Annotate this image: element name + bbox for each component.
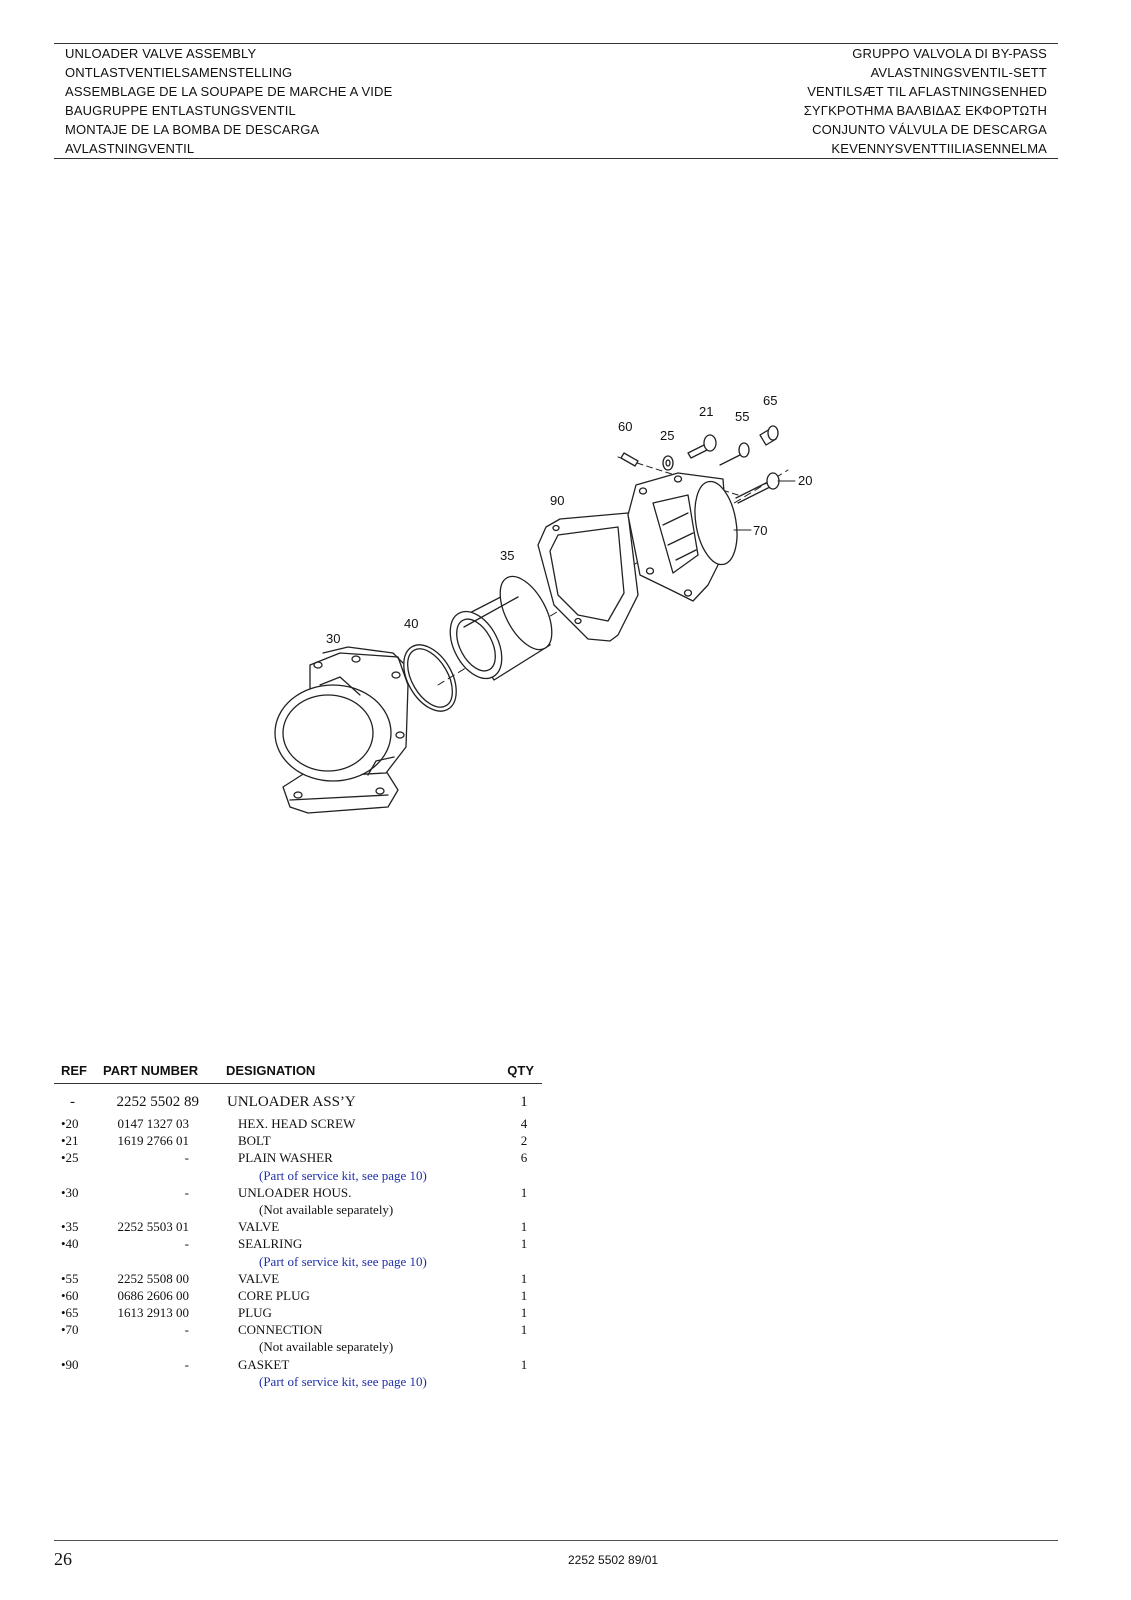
table-row xyxy=(54,1116,542,1133)
row-qty: 1 xyxy=(520,1305,528,1321)
header-title-fi: KEVENNYSVENTTIILIASENNELMA xyxy=(831,141,1047,156)
core-plug-part xyxy=(621,453,638,466)
table-row-note xyxy=(54,1202,542,1219)
row-qty: 1 xyxy=(520,1322,528,1338)
header-title-no: AVLASTNINGSVENTIL-SETT xyxy=(870,65,1047,80)
row-part-number: - xyxy=(184,1356,189,1372)
table-row xyxy=(54,1271,542,1288)
row-designation: BOLT xyxy=(238,1133,271,1149)
row-designation: VALVE xyxy=(238,1219,280,1235)
table-row-note xyxy=(54,1254,542,1271)
exploded-view-svg xyxy=(268,395,838,845)
row-designation: CONNECTION xyxy=(238,1322,323,1338)
callout-70: 70 xyxy=(753,523,768,538)
row-designation: UNLOADER HOUS. xyxy=(238,1184,352,1200)
row-qty: 1 xyxy=(520,1270,528,1286)
row-qty: 2 xyxy=(520,1133,528,1149)
table-row xyxy=(54,1288,542,1305)
callout-65: 65 xyxy=(763,395,778,408)
row-ref: •21 xyxy=(61,1133,79,1149)
table-row xyxy=(54,1236,542,1253)
row-part-number: - xyxy=(184,1322,189,1338)
row-part-number: 0686 2606 00 xyxy=(117,1287,189,1303)
column-header-designation: DESIGNATION xyxy=(226,1063,316,1078)
row-part-number: 1613 2913 00 xyxy=(117,1305,189,1321)
row-part-number: 2252 5502 89 xyxy=(116,1094,199,1110)
row-ref: •90 xyxy=(61,1356,79,1372)
header-title-es: MONTAJE DE LA BOMBA DE DESCARGA xyxy=(65,122,320,137)
row-ref: •60 xyxy=(61,1287,79,1303)
row-ref: •40 xyxy=(61,1236,79,1252)
page-header xyxy=(54,43,1058,159)
row-part-number: - xyxy=(184,1236,189,1252)
exploded-view-drawing xyxy=(268,395,838,845)
callout-30: 30 xyxy=(326,631,341,646)
valve-small-part xyxy=(720,443,749,465)
row-qty: 4 xyxy=(520,1116,528,1131)
column-header-part-number: PART NUMBER xyxy=(103,1063,199,1078)
header-title-de: BAUGRUPPE ENTLASTUNGSVENTIL xyxy=(65,103,296,118)
row-ref: •30 xyxy=(61,1184,79,1200)
row-ref: •25 xyxy=(61,1150,79,1166)
assembly-row xyxy=(54,1094,542,1116)
hex-head-screw-part xyxy=(736,473,779,503)
row-qty: 6 xyxy=(520,1150,528,1166)
header-titles-right xyxy=(547,44,1047,158)
table-row xyxy=(54,1322,542,1339)
service-kit-link[interactable]: (Part of service kit, see page 10) xyxy=(259,1167,427,1183)
header-title-da: VENTILSÆT TIL AFLASTNINGSENHED xyxy=(807,84,1047,99)
service-kit-link[interactable]: (Part of service kit, see page 10) xyxy=(259,1373,427,1389)
availability-note: (Not available separately) xyxy=(259,1201,394,1217)
callout-90: 90 xyxy=(550,493,565,508)
column-header-ref: REF xyxy=(61,1063,87,1078)
row-part-number: - xyxy=(184,1150,189,1166)
row-ref: •70 xyxy=(61,1322,79,1338)
callout-21: 21 xyxy=(699,404,714,419)
callout-35: 35 xyxy=(500,548,515,563)
table-row-note xyxy=(54,1168,542,1185)
row-part-number: - xyxy=(184,1184,189,1200)
row-designation: PLUG xyxy=(238,1305,272,1321)
row-part-number: 1619 2766 01 xyxy=(117,1133,189,1149)
table-row-note xyxy=(54,1339,542,1356)
table-row xyxy=(54,1133,542,1150)
parts-list-table xyxy=(54,1061,542,1391)
row-part-number: 2252 5503 01 xyxy=(117,1219,189,1235)
table-row xyxy=(54,1185,542,1202)
row-ref: •55 xyxy=(61,1270,79,1286)
callout-25: 25 xyxy=(660,428,675,443)
header-title-it: GRUPPO VALVOLA DI BY-PASS xyxy=(852,46,1047,61)
row-part-number: 2252 5508 00 xyxy=(117,1270,189,1286)
header-title-en: UNLOADER VALVE ASSEMBLY xyxy=(65,46,257,61)
column-header-qty: QTY xyxy=(507,1063,534,1078)
row-designation: CORE PLUG xyxy=(238,1287,310,1303)
connection-part xyxy=(628,473,743,601)
row-designation: VALVE xyxy=(238,1270,280,1286)
availability-note: (Not available separately) xyxy=(259,1339,394,1355)
row-qty: 1 xyxy=(520,1287,528,1303)
table-row xyxy=(54,1357,542,1374)
header-title-pt: CONJUNTO VÁLVULA DE DESCARGA xyxy=(812,122,1047,137)
row-qty: 1 xyxy=(520,1094,528,1110)
table-row-note xyxy=(54,1374,542,1391)
row-designation: PLAIN WASHER xyxy=(238,1150,333,1166)
header-title-fr: ASSEMBLAGE DE LA SOUPAPE DE MARCHE A VIDE xyxy=(65,84,393,99)
row-qty: 1 xyxy=(520,1236,528,1252)
bolt-part xyxy=(688,435,716,458)
row-designation: SEALRING xyxy=(238,1236,303,1252)
row-designation: GASKET xyxy=(238,1356,290,1372)
callout-40: 40 xyxy=(404,616,419,631)
row-ref: - xyxy=(70,1094,75,1110)
gasket-part xyxy=(538,513,638,641)
parts-list-header xyxy=(54,1061,542,1084)
unloader-housing-part xyxy=(275,647,408,813)
service-kit-link[interactable]: (Part of service kit, see page 10) xyxy=(259,1253,427,1269)
callout-60: 60 xyxy=(618,419,633,434)
row-ref: •20 xyxy=(61,1116,79,1131)
header-title-sv: AVLASTNINGVENTIL xyxy=(65,141,195,156)
callout-55: 55 xyxy=(735,409,750,424)
header-title-nl: ONTLASTVENTIELSAMENSTELLING xyxy=(65,65,293,80)
row-designation: UNLOADER ASS’Y xyxy=(227,1094,356,1110)
row-qty: 1 xyxy=(520,1184,528,1200)
table-row xyxy=(54,1150,542,1167)
row-designation: HEX. HEAD SCREW xyxy=(238,1116,356,1131)
plain-washer-part xyxy=(663,456,673,470)
table-row xyxy=(54,1219,542,1236)
plug-part xyxy=(760,426,778,445)
valve-sleeve-part xyxy=(440,568,563,687)
row-part-number: 0147 1327 03 xyxy=(117,1116,189,1131)
header-title-el: ΣΥΓΚΡΟΤΗΜΑ ΒΑΛΒΙΔΑΣ ΕΚΦΟΡΤΩΤΗ xyxy=(803,103,1047,118)
row-ref: •35 xyxy=(61,1219,79,1235)
page-number: 26 xyxy=(54,1549,72,1569)
footer-divider xyxy=(54,1540,1058,1541)
table-row xyxy=(54,1305,542,1322)
row-ref: •65 xyxy=(61,1305,79,1321)
document-code: 2252 5502 89/01 xyxy=(568,1553,659,1567)
header-titles-left xyxy=(65,44,565,158)
callout-20: 20 xyxy=(798,473,813,488)
row-qty: 1 xyxy=(520,1219,528,1235)
row-qty: 1 xyxy=(520,1356,528,1372)
